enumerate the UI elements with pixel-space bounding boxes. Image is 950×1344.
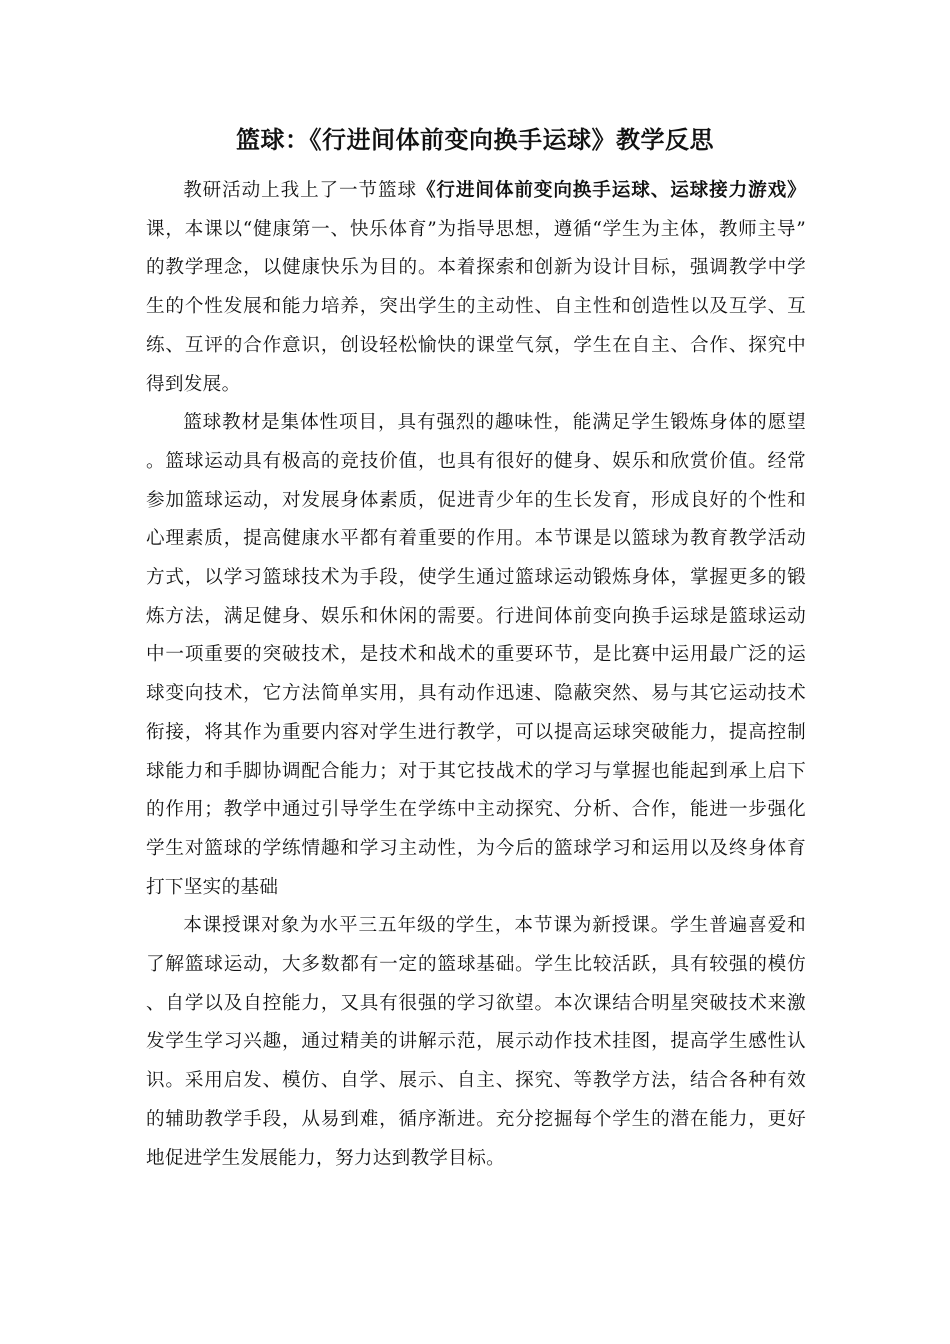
paragraph-1 bbox=[146, 172, 806, 404]
paragraph-1-course-name: 《行进间体前变向换手运球、运球接力游戏》 bbox=[416, 180, 806, 201]
paragraph-1-text: 课，本课以“健康第一、快乐体育”为指导思想，遵循“学生为主体，教师主导”的教学理念，以健康快乐为目的。本着探索和创新为设计目标，强调教学中学生的个性发展和能力培养，突出学生的主动性、自主性和创造性以及互学、互练、互评的合作意识，创设轻松愉快的课堂气氛，学生在自主、合作、探究中得到发展。 bbox=[146, 218, 806, 395]
paragraph-3: 本课授课对象为水平三五年级的学生，本节课为新授课。学生普遍喜爱和了解篮球运动，大多数都有一定的篮球基础。学生比较活跃，具有较强的模仿、自学以及自控能力，又具有很强的学习欲望。本次课结合明星突破技术来激发学生学习兴趣，通过精美的讲解示范，展示动作技术挂图，提高学生感性认识。采用启发、模仿、自学、展示、自主、探究、等教学方法，结合各种有效的辅助教学手段，从易到难，循序渐进。充分挖掘每个学生的潜在能力，更好地促进学生发展能力，努力达到教学目标。 bbox=[146, 915, 806, 1169]
paragraph-2: 篮球教材是集体性项目，具有强烈的趣味性，能满足学生锻炼身体的愿望。篮球运动具有极高的竞技价值，也具有很好的健身、娱乐和欣赏价值。经常参加篮球运动，对发展身体素质，促进青少年的生长发育，形成良好的个性和心理素质，提高健康水平都有着重要的作用。本节课是以篮球为教育教学活动方式，以学习篮球技术为手段，使学生通过篮球运动锻炼身体，掌握更多的锻炼方法，满足健身、娱乐和休闲的需要。行进间体前变向换手运球是篮球运动中一项重要的突破技术，是技术和战术的重要环节，是比赛中运用最广泛的运球变向技术，它方法简单实用，具有动作迅速、隐蔽突然、易与其它运动技术衔接，将其作为重要内容对学生进行教学，可以提高运球突破能力，提高控制球能力和手脚协调配合能力；对于其它技战术的学习与掌握也能起到承上启下的作用；教学中通过引导学生在学练中主动探究、分析、合作，能进一步强化学生对篮球的学练情趣和学习主动性，为今后的篮球学习和运用以及终身体育打下坚实的基础 bbox=[146, 412, 806, 898]
document-body bbox=[146, 172, 806, 1178]
document-title: 篮球：《行进间体前变向换手运球》教学反思 bbox=[236, 125, 714, 154]
paragraph-1-prefix: 教研活动上我上了一节篮球 bbox=[183, 180, 417, 201]
